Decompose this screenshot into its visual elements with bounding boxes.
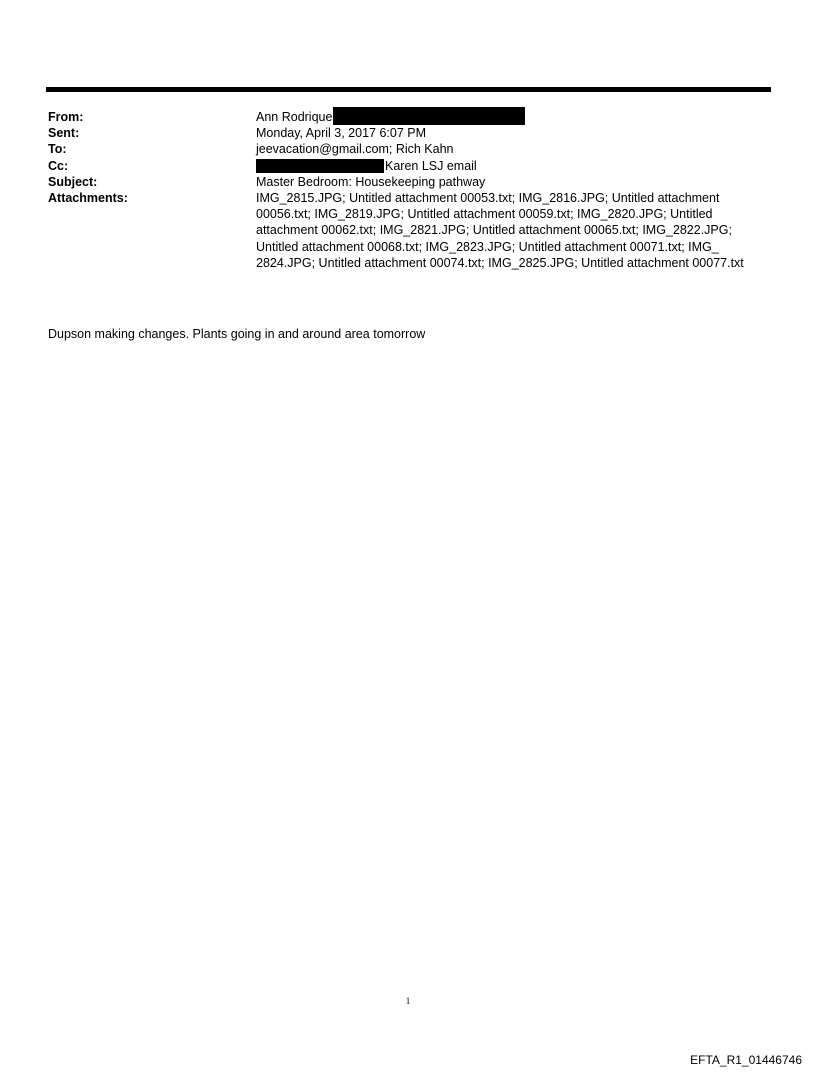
cc-row bbox=[48, 158, 772, 174]
email-header bbox=[48, 109, 772, 271]
cc-label: Cc: bbox=[48, 158, 69, 173]
from-value-container bbox=[256, 109, 772, 125]
cc-value: Karen LSJ email bbox=[385, 158, 477, 173]
redaction-box bbox=[333, 107, 525, 125]
subject-value: Master Bedroom: Housekeeping pathway bbox=[256, 174, 486, 189]
document-id: EFTA_R1_01446746 bbox=[690, 1053, 802, 1067]
email-body-text: Dupson making changes. Plants going in and around area tomorrow bbox=[48, 327, 426, 341]
sent-label: Sent: bbox=[48, 126, 80, 141]
to-row bbox=[48, 141, 772, 157]
attachments-line: IMG_2815.JPG; Untitled attachment 00053.txt; IMG_2816.JPG; Untitled attachment bbox=[256, 191, 720, 206]
sent-row bbox=[48, 125, 772, 141]
attachments-line: 2824.JPG; Untitled attachment 00074.txt; IMG_2825.JPG; Untitled attachment 00077.txt bbox=[256, 255, 744, 270]
sent-value: Monday, April 3, 2017 6:07 PM bbox=[256, 126, 427, 141]
header-rule bbox=[46, 87, 771, 92]
page-number: 1 bbox=[405, 996, 411, 1006]
from-row bbox=[48, 109, 772, 125]
subject-label: Subject: bbox=[48, 174, 98, 189]
attachments-label: Attachments: bbox=[48, 191, 128, 206]
from-label: From: bbox=[48, 110, 84, 124]
attachments-row bbox=[48, 190, 772, 271]
attachments-line: 00056.txt; IMG_2819.JPG; Untitled attachment 00059.txt; IMG_2820.JPG; Untitled bbox=[256, 207, 713, 222]
attachments-value bbox=[256, 190, 772, 271]
to-value: jeevacation@gmail.com; Rich Kahn bbox=[256, 142, 454, 157]
from-value: Ann Rodrique bbox=[256, 110, 333, 124]
attachments-line: Untitled attachment 00068.txt; IMG_2823.JPG; Untitled attachment 00071.txt; IMG_ bbox=[256, 239, 719, 254]
redaction-box bbox=[256, 159, 384, 173]
subject-row bbox=[48, 174, 772, 190]
attachments-line: attachment 00062.txt; IMG_2821.JPG; Untitled attachment 00065.txt; IMG_2822.JPG; bbox=[256, 223, 732, 238]
cc-value-container bbox=[256, 158, 772, 174]
to-label: To: bbox=[48, 142, 67, 157]
